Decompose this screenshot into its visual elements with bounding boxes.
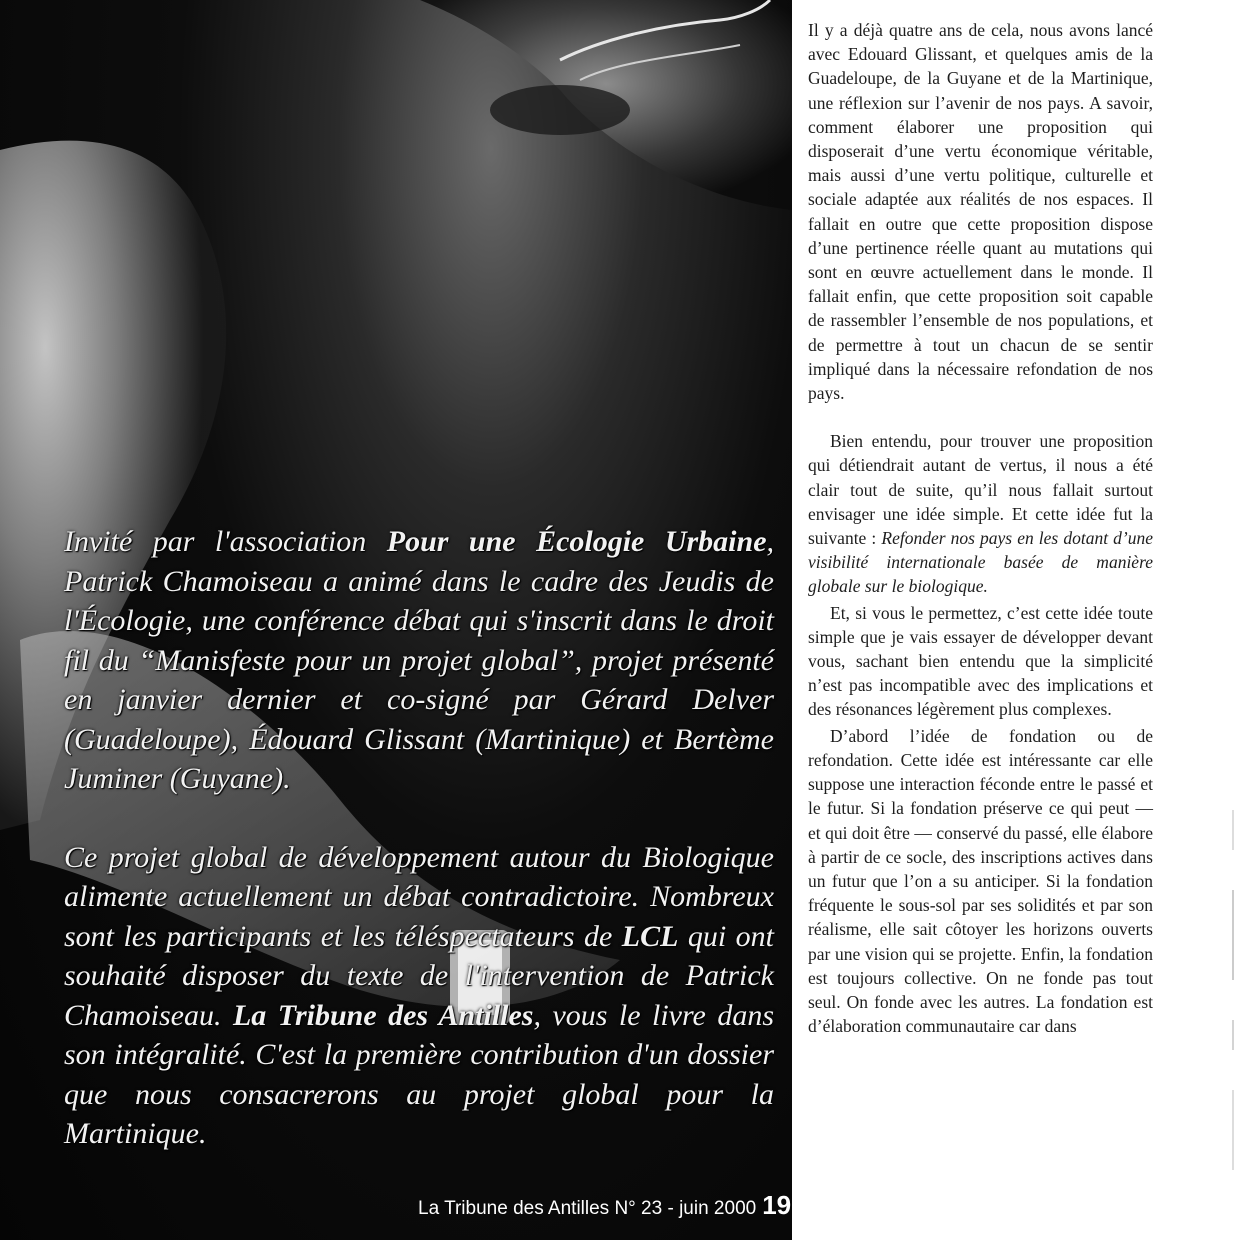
page-footer	[418, 1190, 791, 1221]
scan-margin-marks	[1226, 790, 1240, 1210]
article-p2-quote: Refonder nos pays en les dotant d’une visibilité internationale basée de manière globale sur le biologique.	[808, 528, 1153, 597]
intro-text	[64, 522, 774, 1193]
article-paragraph-3: Et, si vous le permettez, c’est cette idée toute simple que je vais essayer de développer devant vous, sachant bien entendu que la simplicité n’est pas incompatible avec des implications et des résonances légèrement plus complexes.	[808, 602, 1153, 720]
association-name: Pour une Écologie Urbaine	[386, 525, 767, 558]
article-p2-text: Bien entendu, pour trouver une proposition qui détiendrait autant de vertus, il nous a été clair tout de suite, qu’il nous fallait surtout envisager une idée simple. Et cette idée fut la suivante :	[808, 431, 1153, 549]
page-number: 19	[762, 1190, 792, 1220]
article-column	[808, 18, 1153, 1038]
tv-channel-name: LCL	[621, 919, 679, 953]
intro-p2-end: , vous le livre dans son intégralité. C'est la première contribution d'un dossier que nous consacrerons au projet global pour la Martinique.	[64, 998, 774, 1150]
magazine-name: La Tribune des Antilles	[232, 998, 534, 1032]
intro-paragraph-1	[64, 522, 774, 799]
article-paragraph-1: Il y a déjà quatre ans de cela, nous avons lancé avec Edouard Glissant, et quelques amis de la Guadeloupe, de la Guyane et de la Martinique, une réflexion sur l’avenir de nos pays. A savoir, comment élaborer une proposition qui disposerait d’une vertu économique véritable, mais aussi d’une vertu politique, culturelle et sociale adaptée aux réalités de nos espaces. Il fallait en outre que cette proposition dispose d’une pertinence réelle quant au mutations qui sont en œuvre actuellement dans le monde. Il fallait enfin, que cette proposition soit capable de rassembler l’ensemble de nos populations, et de permettre à tout un chacun de se sentir impliqué dans la nécessaire refondation de nos pays.	[808, 20, 1153, 404]
intro-p1-start: Invité par l'association	[64, 525, 367, 558]
intro-p2-start: Ce projet global de développement autour du Biologique alimente actuellement un débat contradictoire. Nombreux sont les participants et les téléspectateurs de	[64, 840, 774, 953]
footer-magazine: La Tribune des Antilles N° 23 - juin 2000	[418, 1198, 757, 1219]
intro-paragraph-2	[64, 838, 774, 1154]
article-paragraph-4: D’abord l’idée de fondation ou de refondation. Cette idée est intéressante car elle suppose une interaction féconde entre le passé et le futur. Si la fondation préserve ce qui peut — et qui doit être — conservé du passé, elle élabore à partir de ce socle, des inscriptions actives dans un futur que l’on a su anticiper. Si la fondation fréquente le sous-sol par ses solidités et par son réalisme, elle sait côtoyer les horizons ouverts par une vision qui se projette. Enfin, la fondation est toujours collective. On ne fonde pas tout seul. On fonde avec les autres. La fondation est d’élaboration communautaire car dans	[808, 725, 1153, 1037]
article-paragraph-2	[808, 429, 1153, 598]
intro-p2-middle: qui ont souhaité disposer du texte de l'intervention de Patrick Chamoiseau.	[64, 919, 774, 1032]
intro-p1-end: , Patrick Chamoiseau a animé dans le cadre des Jeudis de l'Écologie, une conférence débat qui s'inscrit dans le droit fil du “Manisfeste pour un projet global”, projet présenté en janvier dernier et co-signé par Gérard Delver (Guadeloupe), Édouard Glissant (Martinique) et Bertème Juminer (Guyane).	[64, 525, 775, 795]
